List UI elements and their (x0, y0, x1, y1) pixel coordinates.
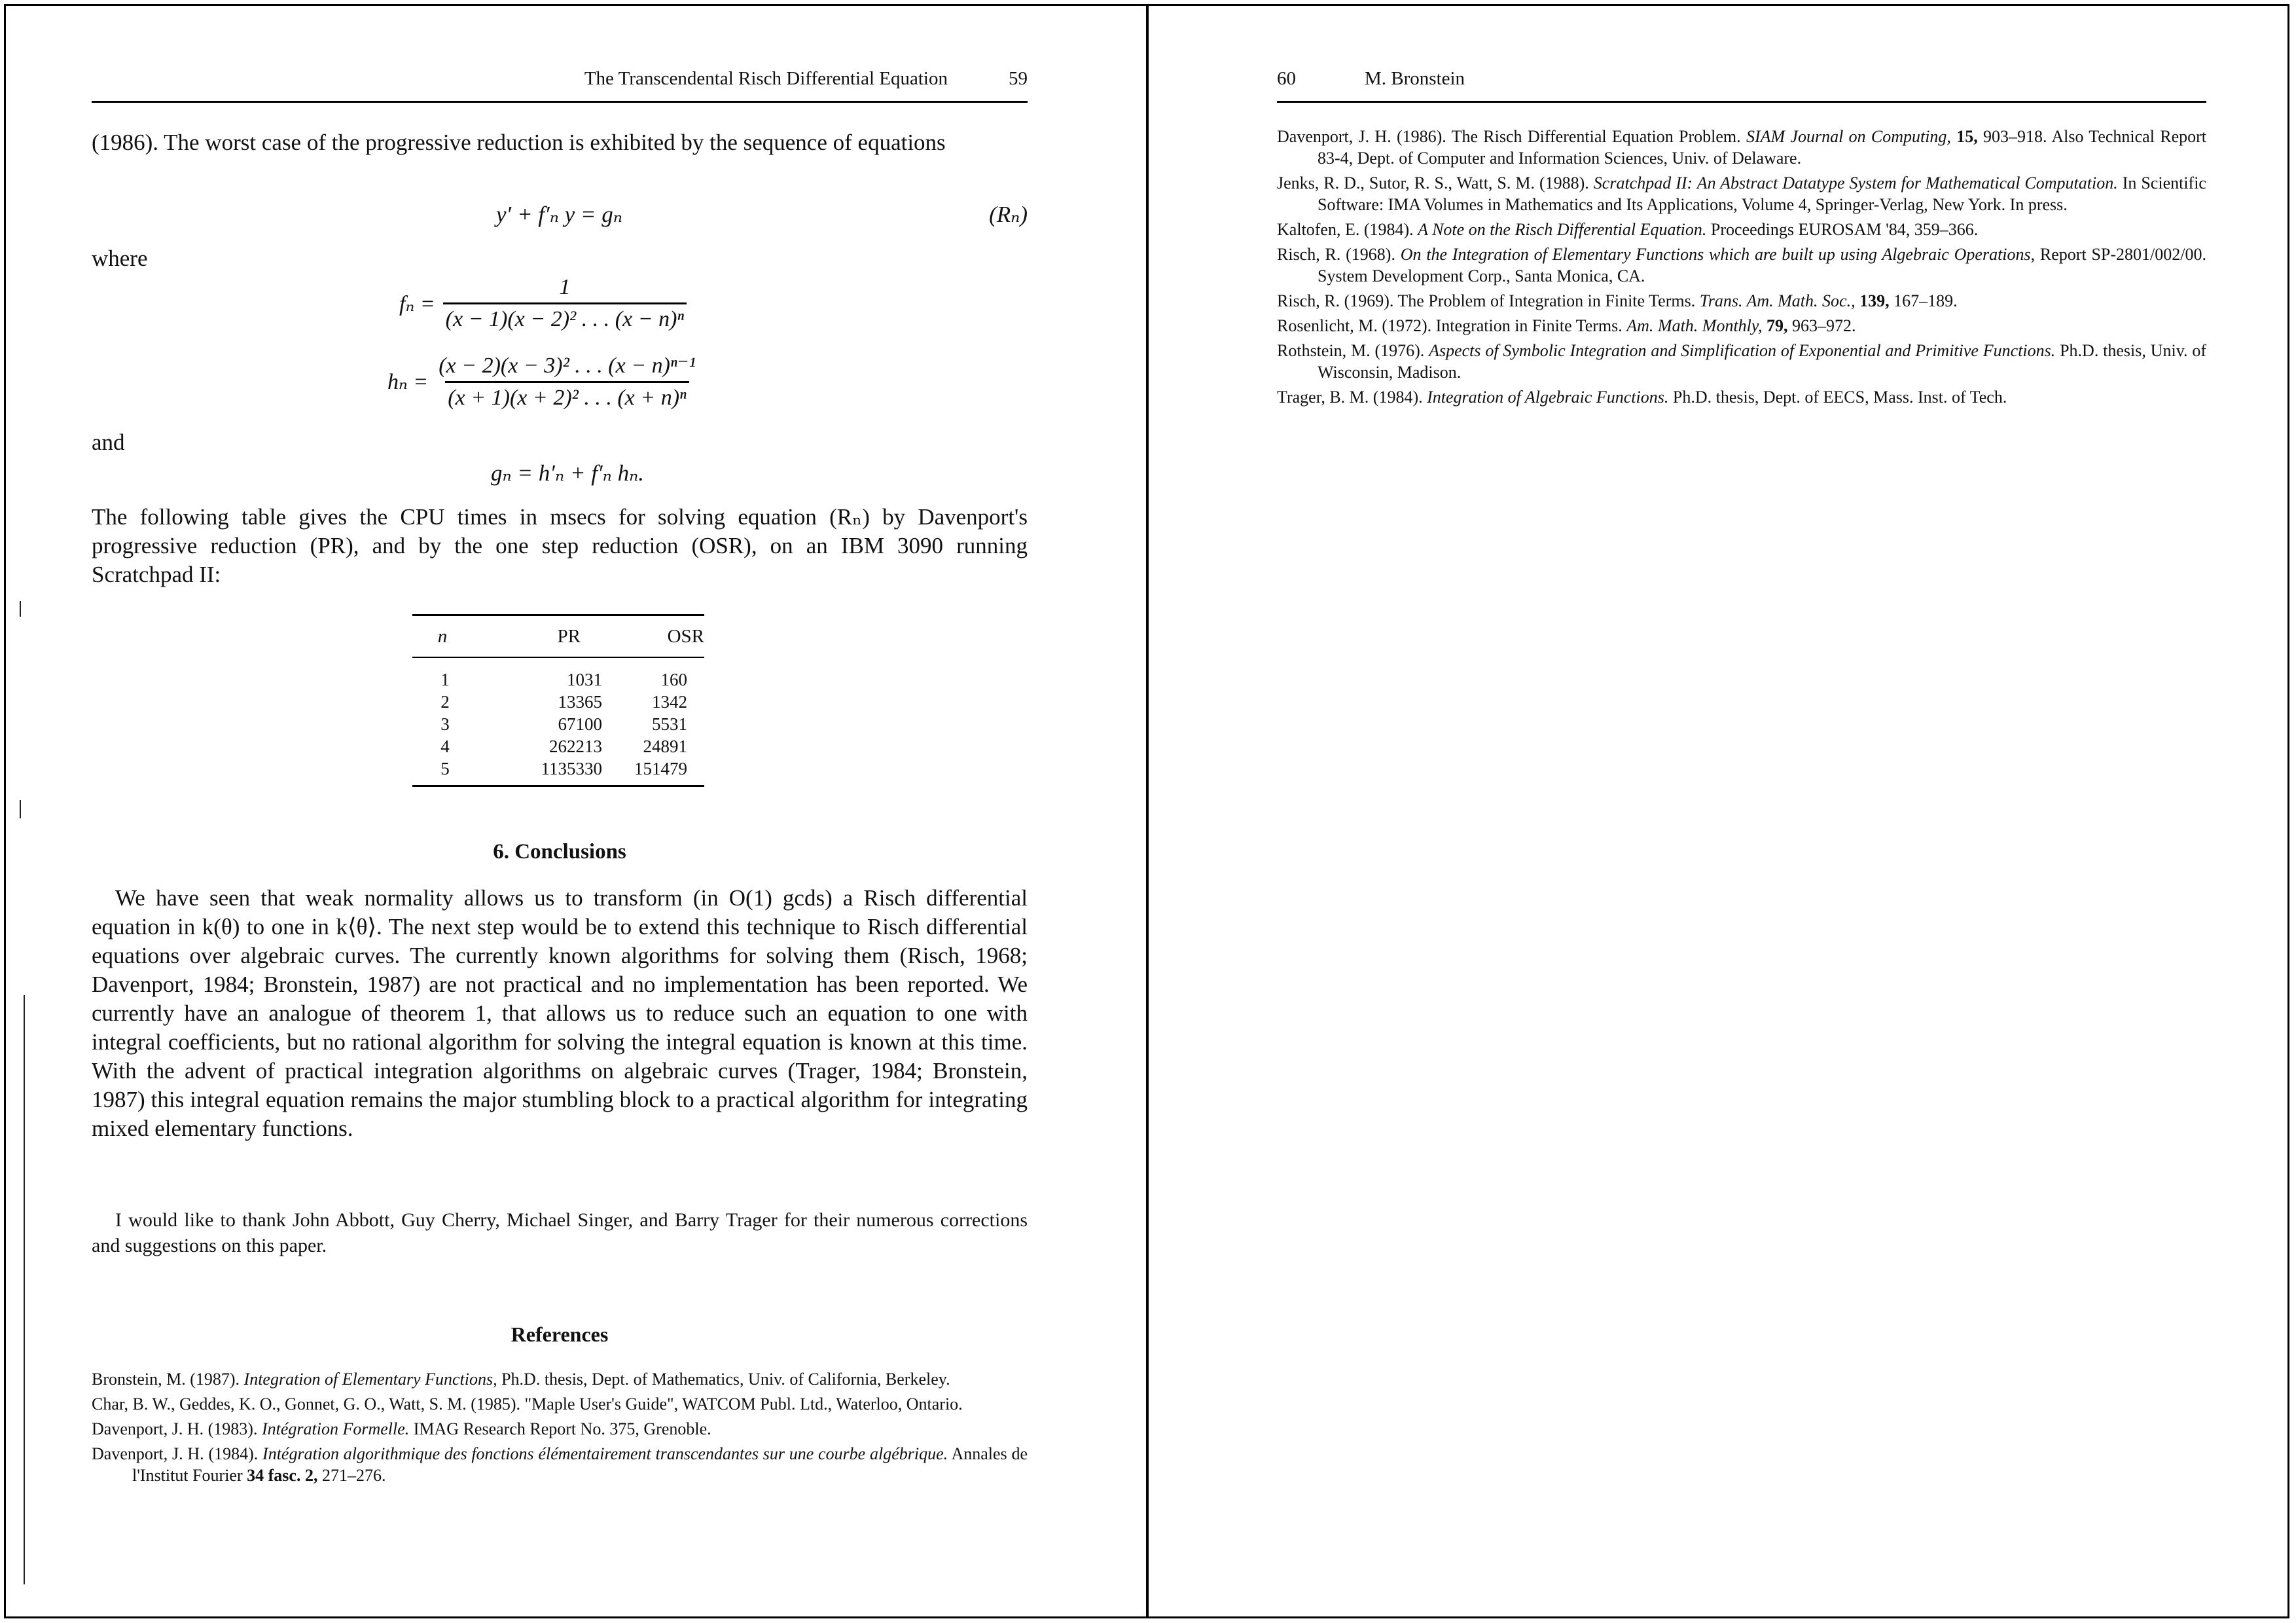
conclusions-paragraph: We have seen that weak normality allows us to transform (in O(1) gcds) a Risch differential equation in k(θ) to one in k⟨θ⟩. The next step would be to extend this technique to Risch differential equations over algebraic curves. The currently known algorithms for solving them (Risch, 1968; Davenport, 1984; Bronstein, 1987) are not practical and no implementation has been reported. We currently have an analogue of theorem 1, that allows us to reduce such an equation to one with integral coefficients, but no rational algorithm for solving the integral equation is known at this time. With the advent of practical integration algorithms on algebraic curves (Trager, 1984; Bronstein, 1987) this integral equation remains the major stumbling block to a practical algorithm for integrating mixed elementary functions. (92, 885, 1028, 1141)
reference-entry (92, 1393, 1028, 1415)
cell-n: 2 (440, 691, 450, 712)
acknowledgement-paragraph: I would like to thank John Abbott, Guy Cherry, Michael Singer, and Barry Trager for their numerous corrections and suggestions on this paper. (92, 1209, 1028, 1256)
scan-mark (24, 995, 25, 1584)
table-row (412, 713, 704, 735)
column-header-osr: OSR (667, 625, 704, 647)
cell-osr: 5531 (652, 714, 687, 734)
ref-authors: Bronstein, M. (1987). (92, 1370, 244, 1389)
ref-authors: Davenport, J. H. (1983). (92, 1419, 262, 1438)
cell-pr: 262213 (549, 736, 602, 756)
conclusions-heading: 6. Conclusions (493, 840, 626, 864)
ref-details: Ph.D. thesis, Dept. of EECS, Mass. Inst. of Tech. (1668, 388, 2007, 407)
hn-lhs: hₙ = (387, 369, 429, 394)
ref-volume: 34 fasc. 2, (247, 1466, 318, 1485)
running-head (92, 68, 1028, 101)
cell-pr: 13365 (558, 691, 602, 712)
cell-n: 3 (440, 714, 450, 734)
header-rule (1277, 101, 2206, 103)
header-title: The Transcendental Risch Differential Equation (584, 68, 948, 89)
equation-label: (Rₙ) (989, 202, 1028, 227)
equation-rn: y′ + f′ₙ y = gₙ (496, 202, 622, 227)
references-list-right (1277, 126, 2206, 411)
ref-authors: Davenport, J. H. (1984). (92, 1444, 263, 1463)
table-body (412, 658, 704, 785)
ref-authors: Jenks, R. D., Sutor, R. S., Watt, S. M. (1988). (1277, 173, 1594, 192)
fn-denominator: (x − 1)(x − 2)² . . . (x − n)ⁿ (443, 302, 687, 332)
ref-details: 903–918. Also Technical Report 83-4, Dept. of Computer and Information Sciences, Univ. of Delaware. (1318, 127, 2206, 168)
ref-authors: Rosenlicht, M. (1972). Integration in Finite Terms. (1277, 316, 1627, 335)
ref-pages: 271–276. (317, 1466, 386, 1485)
cell-pr: 67100 (558, 714, 602, 734)
ref-title: Intégration Formelle. (261, 1419, 410, 1438)
ref-authors: Davenport, J. H. (1986). The Risch Differential Equation Problem. (1277, 127, 1746, 146)
reference-entry (1277, 315, 2206, 337)
cell-n: 1 (440, 669, 450, 689)
ref-title: Am. Math. Monthly, (1626, 316, 1763, 335)
ref-title: Trans. Am. Math. Soc., (1699, 291, 1856, 310)
cell-osr: 151479 (634, 758, 687, 778)
ref-title: Integration of Algebraic Functions. (1427, 388, 1669, 407)
ref-details: 167–189. (1889, 291, 1958, 310)
cell-n: 5 (440, 758, 450, 778)
fn-lhs: fₙ = (399, 291, 435, 316)
page-number: 59 (1009, 68, 1028, 89)
fn-numerator: 1 (559, 275, 571, 299)
reference-entry (92, 1418, 1028, 1440)
cpu-times-table (412, 614, 704, 787)
ref-details: 963–972. (1787, 316, 1856, 335)
intro-paragraph: (1986). The worst case of the progressive reduction is exhibited by the sequence of equations (92, 130, 946, 155)
column-header-pr: PR (557, 625, 581, 647)
ref-title: Integration of Elementary Functions, (243, 1370, 497, 1389)
reference-entry (1277, 219, 2206, 240)
ref-authors: Char, B. W., Geddes, K. O., Gonnet, G. O., Watt, S. M. (1985). "Maple User's Guide", WATCOM Publ. Ltd., Waterloo, Ontario. (92, 1395, 963, 1413)
ref-authors: Risch, R. (1969). The Problem of Integration in Finite Terms. (1277, 291, 1700, 310)
ref-authors: Rothstein, M. (1976). (1277, 341, 1429, 360)
reference-entry (1277, 126, 2206, 169)
equation-gn: gₙ = h′ₙ + f′ₙ hₙ. (491, 460, 645, 486)
cell-osr: 1342 (652, 691, 687, 712)
table-intro-paragraph: The following table gives the CPU times in msecs for solving equation (Rₙ) by Davenport's progressive reduction (PR), and by the one step reduction (OSR), on an IBM 3090 running Scratchpad II: (92, 504, 1028, 587)
reference-entry (92, 1368, 1028, 1390)
table-row (412, 691, 704, 713)
ref-details: Ph.D. thesis, Dept. of Mathematics, Univ. of California, Berkeley. (497, 1370, 950, 1389)
cell-pr: 1135330 (541, 758, 602, 778)
references-list-left (92, 1368, 1028, 1489)
cell-osr: 160 (660, 669, 687, 689)
ref-title: Scratchpad II: An Abstract Datatype System for Mathematical Computation. (1593, 173, 2118, 192)
ref-volume: 15, (1950, 127, 1978, 146)
ref-volume: 79, (1762, 316, 1788, 335)
ref-volume: 139, (1855, 291, 1890, 310)
ref-details: In Scientific Software: IMA Volumes in Mathematics and Its Applications, Volume 4, Springer-Verlag, New York. In press. (1318, 173, 2206, 214)
table-bottom-rule (412, 785, 704, 787)
header-author: M. Bronstein (1365, 68, 1465, 89)
ref-authors: Risch, R. (1968). (1277, 245, 1401, 264)
table-header-row (412, 616, 704, 657)
ref-title: Intégration algorithmique des fonctions élémentairement transcendantes sur une courbe algébrique. (262, 1444, 948, 1463)
ref-title: Aspects of Symbolic Integration and Simplification of Exponential and Primitive Functions. (1429, 341, 2056, 360)
column-header-n: n (437, 625, 448, 647)
table-row (412, 668, 704, 691)
header-rule (92, 101, 1028, 103)
page-number: 60 (1277, 68, 1296, 89)
references-heading: References (511, 1322, 609, 1346)
scan-mark (20, 800, 21, 818)
reference-entry (1277, 386, 2206, 408)
cell-n: 4 (440, 736, 450, 756)
reference-entry (1277, 340, 2206, 383)
ref-authors: Kaltofen, E. (1984). (1277, 220, 1418, 239)
reference-entry (1277, 244, 2206, 287)
equation-hn (387, 352, 698, 410)
right-page (1277, 0, 2206, 1623)
hn-denominator: (x + 1)(x + 2)² . . . (x + n)ⁿ (445, 381, 689, 410)
table-row (412, 735, 704, 757)
ref-title: SIAM Journal on Computing, (1746, 127, 1951, 146)
ref-details: Report SP-2801/002/00. System Development Corp., Santa Monica, CA. (1318, 245, 2207, 285)
left-page (92, 0, 1028, 1623)
table-row (412, 757, 704, 780)
scan-mark (20, 601, 21, 617)
cell-pr: 1031 (567, 669, 602, 689)
reference-entry (92, 1443, 1028, 1486)
ref-title: A Note on the Risch Differential Equation. (1418, 220, 1707, 239)
equation-fn (399, 275, 687, 332)
and-word: and (92, 429, 125, 455)
hn-numerator: (x − 2)(x − 3)² . . . (x − n)ⁿ⁻¹ (439, 354, 696, 378)
ref-authors: Trager, B. M. (1984). (1277, 388, 1427, 407)
cell-osr: 24891 (643, 736, 687, 756)
running-head (1277, 68, 2206, 101)
page-divider (1146, 4, 1149, 1618)
reference-entry (1277, 290, 2206, 312)
where-word: where (92, 246, 148, 271)
ref-details: IMAG Research Report No. 375, Grenoble. (409, 1419, 711, 1438)
ref-details: Annales de l'Institut Fourier (132, 1444, 1028, 1485)
ref-details: Ph.D. thesis, Univ. of Wisconsin, Madison. (1318, 341, 2206, 382)
ref-title: On the Integration of Elementary Functions which are built up using Algebraic Operations, (1400, 245, 2036, 264)
reference-entry (1277, 172, 2206, 215)
ref-details: Proceedings EUROSAM '84, 359–366. (1706, 220, 1979, 239)
